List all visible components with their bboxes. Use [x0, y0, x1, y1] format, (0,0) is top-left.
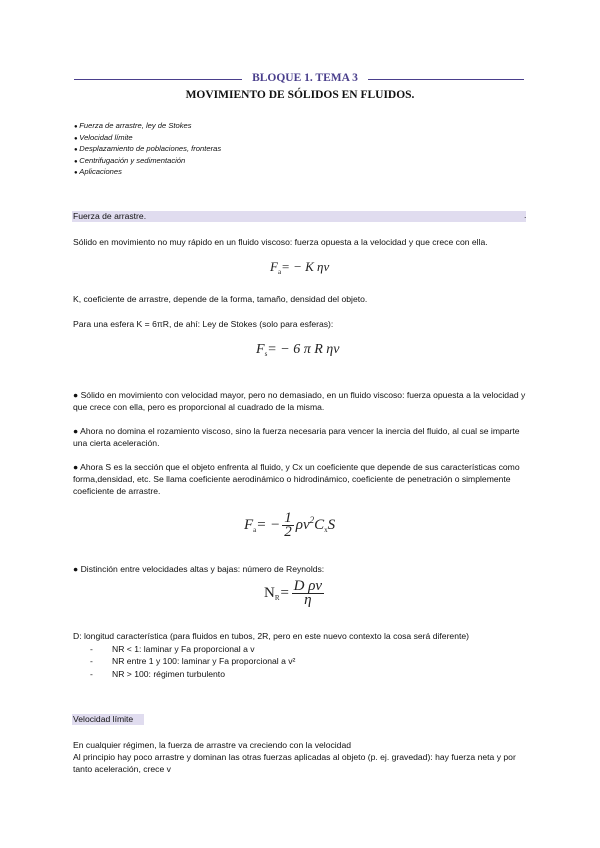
- fraction: [292, 580, 324, 607]
- formula-subscript: a: [277, 268, 282, 276]
- formula-symbol: F: [270, 259, 278, 274]
- formula-rhs: = − 6 π R ηv: [267, 342, 340, 357]
- section-heading-dot: .: [524, 210, 527, 220]
- formula-equals: =: [279, 584, 290, 601]
- fraction: [282, 512, 294, 539]
- stokes-formula: [256, 342, 339, 358]
- topic-item: ● Aplicaciones: [74, 167, 221, 179]
- paragraph: Al principio hay poco arrastre y dominan las otras fuerzas aplicadas al objeto (p. ej. gravedad): hay fuerza neta y por tanto aceleración, crece v: [73, 752, 516, 774]
- list-item: - NR < 1: laminar y Fa proporcional a v: [90, 643, 295, 655]
- quadratic-drag-formula: [244, 512, 335, 539]
- topic-list: [74, 121, 221, 179]
- formula-subscript: a: [253, 525, 257, 534]
- topic-item: ● Desplazamiento de poblaciones, fronteras: [74, 144, 221, 156]
- fraction-denominator: η: [304, 592, 312, 608]
- paragraph: ● Ahora S es la sección que el objeto enfrenta al fluido, y Cx un coeficiente que depende de sus características como forma,densidad, etc. Se llama coeficiente aerodinámico o hidrodinámico, coeficiente de penetración o simplemente coeficiente de arrastre.: [73, 462, 520, 496]
- fraction-numerator: D ρv: [293, 578, 323, 594]
- reynolds-list: [90, 643, 295, 680]
- paragraph: ● Distinción entre velocidades altas y bajas: número de Reynolds:: [73, 564, 325, 574]
- reynolds-formula: [264, 580, 326, 607]
- paragraph: En cualquier régimen, la fuerza de arrastre va creciendo con la velocidad: [73, 740, 352, 750]
- formula-equals: = −: [256, 516, 281, 533]
- paragraph: ● Ahora no domina el rozamiento viscoso, sino la fuerza necesaria para vencer la inercia del fluido, al cual se imparte una cierta aceleración.: [73, 426, 520, 448]
- paragraph: Para una esfera K = 6πR, de ahí: Ley de Stokes (solo para esferas):: [73, 319, 334, 329]
- formula-symbol: F: [256, 342, 265, 357]
- paragraph: K, coeficiente de arrastre, depende de la forma, tamaño, densidad del objeto.: [73, 294, 368, 304]
- formula-term: C: [314, 516, 325, 533]
- formula-subscript: R: [274, 593, 280, 602]
- formula-term: S: [327, 516, 336, 533]
- paragraph: D: longitud característica (para fluidos en tubos, 2R, pero en este nuevo contexto la cosa será diferente): [73, 631, 470, 641]
- formula-subscript: x: [324, 525, 328, 534]
- list-item: - NR entre 1 y 100: laminar y Fa proporcional a v²: [90, 655, 295, 667]
- section-heading-drag: Fuerza de arrastre.: [73, 211, 147, 221]
- page-title: MOVIMIENTO DE SÓLIDOS EN FLUIDOS.: [185, 89, 415, 101]
- formula-superscript: 2: [309, 514, 315, 525]
- section-heading-terminal-velocity: Velocidad límite: [73, 714, 134, 724]
- fraction-denominator: 2: [284, 524, 292, 540]
- paragraph: Sólido en movimiento no muy rápido en un fluido viscoso: fuerza opuesta a la velocidad y que crece con ella.: [73, 237, 488, 247]
- list-item: - NR > 100: régimen turbulento: [90, 668, 295, 680]
- topic-item: ● Velocidad límite: [74, 133, 221, 145]
- fraction-numerator: 1: [284, 510, 292, 526]
- formula-symbol: N: [264, 584, 275, 601]
- formula-symbol: F: [244, 516, 254, 533]
- formula-subscript: s: [264, 350, 268, 358]
- drag-force-formula: [270, 259, 329, 276]
- formula-term: ρv: [295, 516, 310, 533]
- title-rule-left: [74, 79, 242, 80]
- paragraph: ● Sólido en movimiento con velocidad mayor, pero no demasiado, en un fluido viscoso: fuerza opuesta a la velocidad y que crece con ella, pero es proporcional al cuadrado de la misma.: [73, 390, 526, 412]
- formula-rhs: = − K ηv: [281, 259, 330, 274]
- topic-item: ● Fuerza de arrastre, ley de Stokes: [74, 121, 221, 133]
- bloque-heading: BLOQUE 1. TEMA 3: [252, 72, 358, 84]
- topic-item: ● Centrifugación y sedimentación: [74, 156, 221, 168]
- title-rule-right: [368, 79, 524, 80]
